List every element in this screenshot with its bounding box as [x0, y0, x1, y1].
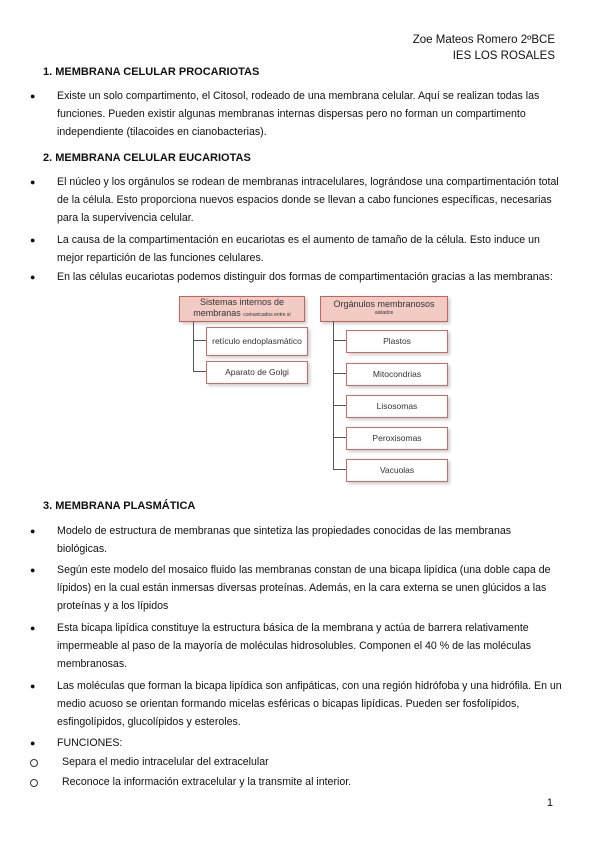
section-3-subbullet-2: Reconoce la información extracelular y la transmite al interior. [62, 776, 352, 788]
section-2-bullet-2: La causa de la compartimentación en eucariotas es el aumento de tamaño de la célula. Esto induce un mejor repartición de las funciones celulares. [57, 234, 540, 264]
bullet-icon: ● [30, 91, 36, 101]
diagram-right-child: Plastos [346, 330, 448, 353]
connector [193, 371, 206, 372]
connector [193, 321, 194, 372]
connector [333, 321, 334, 470]
connector [193, 340, 206, 341]
bullet-icon: ● [30, 235, 36, 245]
section-3-title: 3. MEMBRANA PLASMÁTICA [43, 500, 196, 512]
section-2-title: 2. MEMBRANA CELULAR EUCARIOTAS [43, 152, 251, 164]
section-3-bullet-1: Modelo de estructura de membranas que sintetiza las propiedades conocidas de las membranas biológicas. [57, 525, 512, 555]
connector [333, 340, 346, 341]
bullet-icon: ● [30, 565, 36, 575]
section-3-bullet-4: Las moléculas que forman la bicapa lipídica son anfipáticas, con una región hidrófoba y una hidrófila. En un medio acuoso se orientan formando micelas esféricas o bicapas lipídicas. Pueden ser fosfolípidos, esfingolípidos, glucolípidos y esteroles. [57, 680, 562, 728]
connector [333, 437, 346, 438]
section-1-title: 1. MEMBRANA CELULAR PROCARIOTAS [43, 66, 260, 78]
diagram-left-header: Sistemas internos de membranas comunicados entre sí [179, 296, 305, 322]
connector [333, 373, 346, 374]
connector [333, 469, 346, 470]
section-2-bullet-1: El núcleo y los orgánulos se rodean de membranas intracelulares, lográndose una compartimentación total de la célula. Esto proporciona nuevos espacios donde se llevan a cabo funciones específicas, necesarias para la supervivencia celular. [57, 176, 559, 224]
diagram-right-header: Orgánulos membranosos aislados [320, 296, 448, 322]
section-3-subbullet-1: Separa el medio intracelular del extracelular [62, 756, 269, 768]
diagram-right-child: Peroxisomas [346, 427, 448, 450]
bullet-icon: ● [30, 623, 36, 633]
author-line: Zoe Mateos Romero 2ºBCE [412, 34, 555, 46]
connector [333, 405, 346, 406]
circle-bullet-icon [30, 759, 38, 767]
diagram-right-child: Mitocondrias [346, 363, 448, 386]
diagram-left-child: retículo endoplasmático [206, 327, 308, 356]
bullet-icon: ● [30, 526, 36, 536]
section-3-bullet-2: Según este modelo del mosaico fluido las membranas constan de una bicapa lipídica (una doble capa de lípidos) en la cual están inmersas diversas proteínas. Además, en la cara externa se unen glúcidos a las proteínas y a los lípidos [57, 564, 551, 612]
section-3-bullet-3: Esta bicapa lipídica constituye la estructura básica de la membrana y actúa de barrera relativamente impermeable al paso de la mayoría de moléculas hidrosolubles. Componen el 40 % de las moléculas membranosas. [57, 622, 532, 670]
diagram-right-child: Lisosomas [346, 395, 448, 418]
bullet-icon: ● [30, 681, 36, 691]
section-3-bullet-5: FUNCIONES: [57, 737, 123, 749]
section-1-bullet-1: Existe un solo compartimento, el Citosol, rodeado de una membrana celular. Aquí se realizan todas las funciones. Pueden existir algunas membranas internas dispersas pero no forman un compartimento independiente (tilacoides en cianobacterias). [57, 90, 540, 138]
diagram-left-child: Aparato de Golgi [206, 361, 308, 384]
bullet-icon: ● [30, 272, 36, 282]
circle-bullet-icon [30, 779, 38, 787]
page-number: 1 [546, 797, 553, 809]
school-line: IES LOS ROSALES [452, 50, 555, 62]
bullet-icon: ● [30, 177, 36, 187]
diagram-right-child: Vacuolas [346, 459, 448, 482]
section-2-bullet-3: En las células eucariotas podemos distinguir dos formas de compartimentación gracias a las membranas: [57, 271, 553, 283]
bullet-icon: ● [30, 738, 36, 748]
